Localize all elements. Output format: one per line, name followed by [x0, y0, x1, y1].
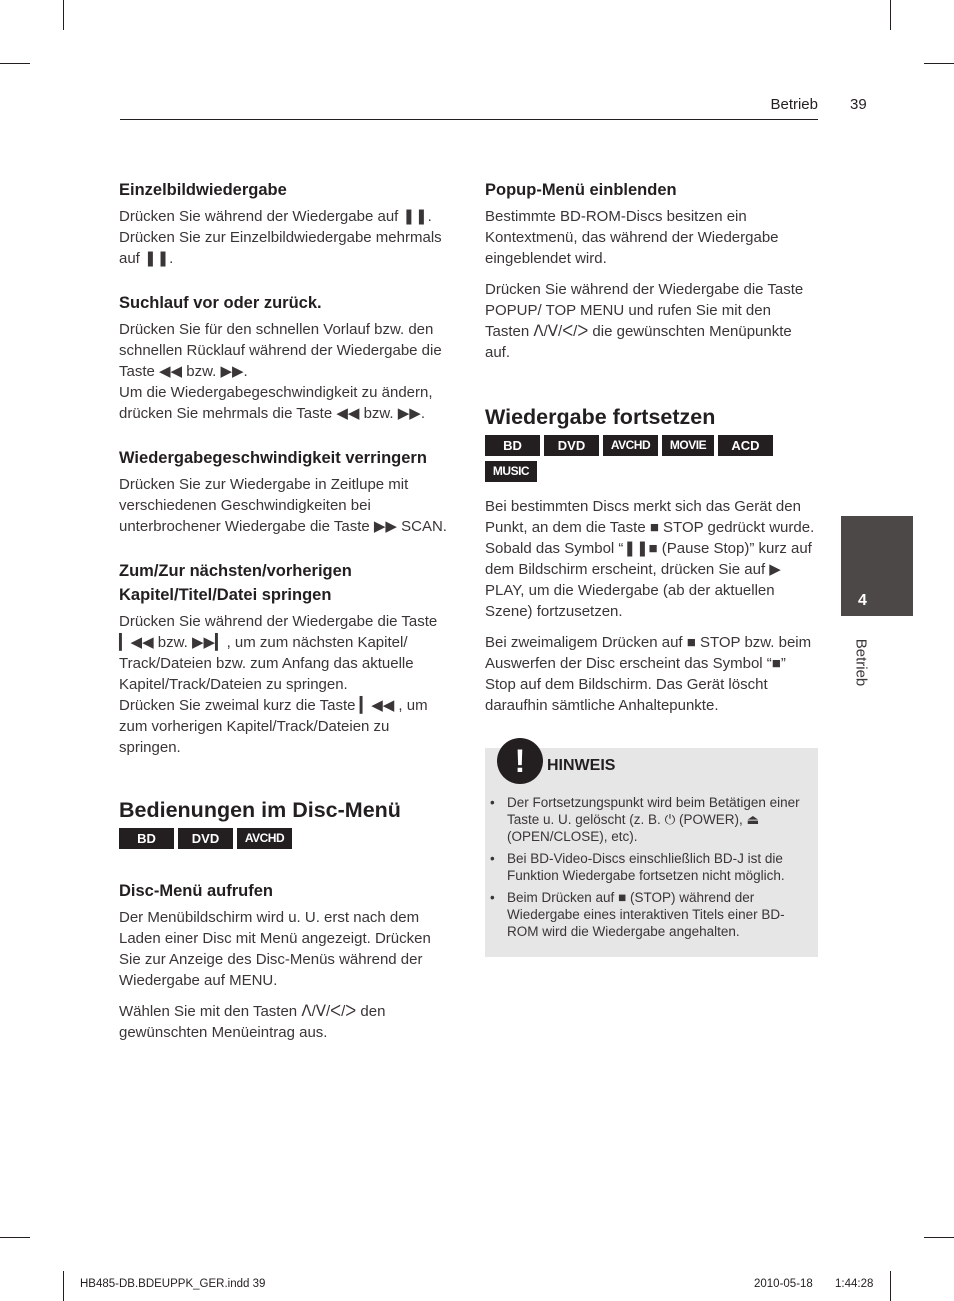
paragraph: Drücken Sie während der Wiedergabe auf ❚❚. Drücken Sie zur Einzelbildwiedergabe mehrmals auf ❚❚.: [119, 208, 442, 267]
disc-type-badges: [119, 828, 454, 849]
crop-mark: [63, 0, 64, 30]
section-frame-playback: [119, 178, 454, 269]
badge-bd: BD: [485, 435, 540, 456]
section-heading: Disc-Menü aufrufen: [119, 882, 274, 900]
crop-mark: [924, 63, 954, 64]
slug-time: 1:44:28: [835, 1278, 874, 1290]
section-slow-motion: [119, 446, 454, 537]
paragraph: Drücken Sie zweimal kurz die Taste ▎◀◀ , um zum vorherigen Kapitel/Track/Dateien zu springen.: [119, 697, 428, 756]
paragraph: Der Menübildschirm wird u. U. erst nach dem Laden einer Disc mit Menü angezeigt. Drücken Sie zur Anzeige des Disc-Menüs während der Wiedergabe auf MENU.: [119, 909, 431, 989]
note-box: [485, 743, 818, 957]
badge-dvd: DVD: [544, 435, 599, 456]
badge-avchd: AVCHD: [603, 435, 658, 456]
section-heading: Zum/Zur nächsten/vorherigen Kapitel/Titel/Datei springen: [119, 562, 352, 604]
paragraph: Wählen Sie mit den Tasten ᐱ/ᐯ/ᐸ/ᐳ den gewünschten Menüeintrag aus.: [119, 1003, 386, 1041]
page-number: 39: [850, 96, 867, 113]
slug-date: 2010-05-18: [754, 1278, 813, 1290]
badge-music: MUSIC: [485, 461, 537, 482]
chapter-label: Betrieb: [852, 638, 870, 687]
section-heading: Suchlauf vor oder zurück.: [119, 294, 322, 312]
chapter-number: 4: [858, 592, 867, 609]
header-rule: [120, 119, 818, 120]
badge-avchd: AVCHD: [237, 828, 292, 849]
disc-type-badges: [485, 435, 785, 482]
crop-mark: [890, 0, 891, 30]
left-column: [119, 178, 454, 1043]
paragraph: Drücken Sie für den schnellen Vorlauf bzw. den schnellen Rücklauf während der Wiedergabe die Taste ◀◀ bzw. ▶▶.: [119, 321, 442, 380]
paragraph: Bei bestimmten Discs merkt sich das Gerät den Punkt, an dem die Taste ■ STOP gedrückt wurde. Sobald das Symbol “❚❚■ (Pause Stop)” kurz auf dem Bildschirm erscheint, drücken Sie auf ▶ PLAY, um die Wiedergabe (ab der aktuellen Szene) fortzusetzen.: [485, 498, 815, 620]
note-item: • Beim Drücken auf ■ (STOP) während der Wiedergabe eines interaktiven Titels einer BD-ROM wird die Wiedergabe angehalten.: [507, 889, 804, 940]
section-resume-playback: [485, 403, 818, 716]
right-column: [485, 178, 818, 957]
chapter-heading: Bedienungen im Disc-Menü: [119, 798, 401, 822]
chapter-heading: Wiedergabe fortsetzen: [485, 405, 716, 429]
paragraph: Drücken Sie zur Wiedergabe in Zeitlupe mit verschiedenen Geschwindigkeiten bei unterbrochener Wiedergabe die Taste ▶▶ SCAN.: [119, 476, 447, 535]
paragraph: Bei zweimaligem Drücken auf ■ STOP bzw. beim Auswerfen der Disc erscheint das Symbol “■” Stop auf dem Bildschirm. Das Gerät löscht daraufhin sämtliche Anhaltepunkte.: [485, 634, 812, 714]
section-heading: Einzelbildwiedergabe: [119, 181, 287, 199]
section-heading: Wiedergabegeschwindigkeit verringern: [119, 449, 427, 467]
paragraph: Drücken Sie während der Wiedergabe die Taste ▎◀◀ bzw. ▶▶▎, um zum nächsten Kapitel/ Track/Dateien bzw. zum Anfang das aktuelle Kapitel/Track/Dateien zu springen.: [119, 613, 438, 693]
slug-file: HB485-DB.BDEUPPK_GER.indd 39: [80, 1278, 266, 1290]
section-skip: [119, 559, 454, 758]
chapter-tab: [841, 516, 913, 616]
badge-movie: MOVIE: [662, 435, 714, 456]
section-disc-menu: [119, 796, 454, 1043]
section-search: [119, 291, 454, 424]
crop-mark: [924, 1237, 954, 1238]
crop-mark: [63, 1271, 64, 1301]
running-title: Betrieb: [770, 96, 818, 113]
paragraph: Um die Wiedergabegeschwindigkeit zu ändern, drücken Sie mehrmals die Taste ◀◀ bzw. ▶▶.: [119, 384, 433, 422]
note-item: • Der Fortsetzungspunkt wird beim Betätigen einer Taste u. U. gelöscht (z. B. ⏻ (POWER), ⏏ (OPEN/CLOSE), etc).: [507, 794, 804, 845]
crop-mark: [890, 1271, 891, 1301]
paragraph: Bestimmte BD-ROM-Discs besitzen ein Kontextmenü, das während der Wiedergabe eingeblendet wird.: [485, 208, 779, 267]
crop-mark: [0, 63, 30, 64]
note-item: • Bei BD-Video-Discs einschließlich BD-J ist die Funktion Wiedergabe fortsetzen nicht möglich.: [507, 850, 804, 884]
note-title: HINWEIS: [547, 757, 616, 774]
badge-acd: ACD: [718, 435, 773, 456]
paragraph: Drücken Sie während der Wiedergabe die Taste POPUP/ TOP MENU und rufen Sie mit den Tasten ᐱ/ᐯ/ᐸ/ᐳ die gewünschten Menüpunkte auf.: [485, 281, 804, 361]
badge-dvd: DVD: [178, 828, 233, 849]
crop-mark: [0, 1237, 30, 1238]
exclamation-icon: !: [497, 738, 543, 784]
note-list: [507, 794, 804, 940]
badge-bd: BD: [119, 828, 174, 849]
section-popup-menu: [485, 178, 818, 363]
section-heading: Popup-Menü einblenden: [485, 181, 677, 199]
